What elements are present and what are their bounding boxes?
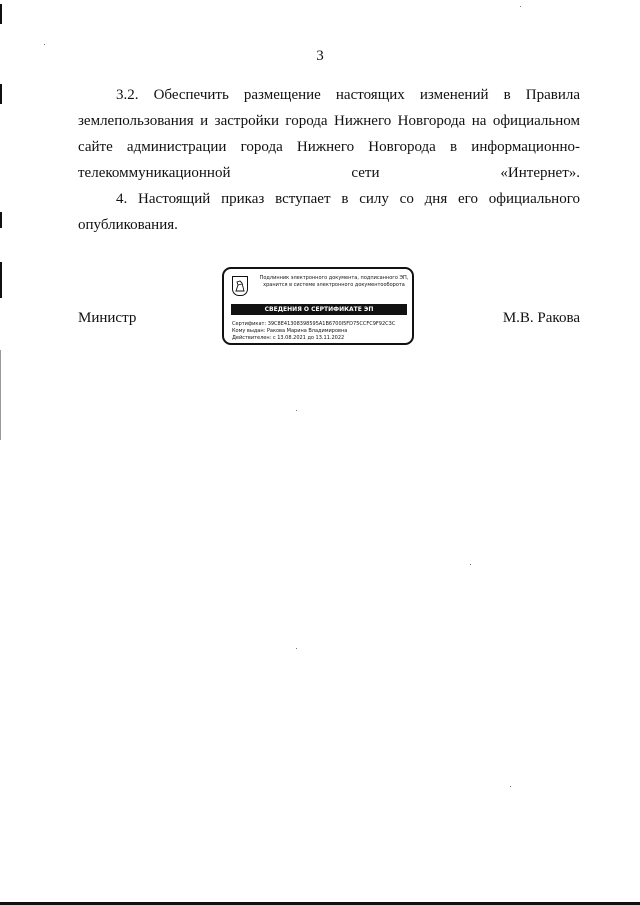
document-body bbox=[78, 82, 580, 238]
scan-speck bbox=[520, 6, 521, 7]
paragraph-4: 4. Настоящий приказ вступает в силу со дня его официального опубликования. bbox=[78, 191, 580, 233]
scan-speck bbox=[296, 648, 297, 649]
certificate-id: Сертификат: 39C8E41308398595A1B6700I5FD75CCFC9F92C3C bbox=[232, 321, 396, 327]
signatory-position: Министр bbox=[78, 310, 137, 326]
stamp-note-line-2: хранится в системе электронного документооборота bbox=[263, 282, 405, 288]
scan-speck bbox=[510, 786, 511, 787]
scan-margin-mark bbox=[0, 212, 2, 228]
scan-margin-mark bbox=[0, 262, 2, 298]
certificate-title: СВЕДЕНИЯ О СЕРТИФИКАТЕ ЭП bbox=[231, 304, 407, 315]
electronic-signature-stamp bbox=[222, 267, 414, 345]
scan-margin-mark bbox=[0, 4, 2, 24]
signatory-name: М.В. Ракова bbox=[502, 310, 580, 326]
scan-speck bbox=[296, 410, 297, 411]
stamp-note bbox=[254, 275, 414, 289]
scan-margin-mark bbox=[0, 350, 1, 440]
scan-speck bbox=[470, 564, 471, 565]
paragraph-3-2: 3.2. Обеспечить размещение настоящих изменений в Правила землепользования и застройки города Нижнего Новгорода на официальном сайте администрации города Нижнего Новгорода в информационно-телекоммуникационной сети «Интернет». bbox=[78, 87, 580, 181]
coat-of-arms-icon bbox=[232, 276, 248, 296]
page-number: 3 bbox=[316, 48, 324, 64]
stamp-note-line-1: Подлинник электронного документа, подписанного ЭП, bbox=[259, 275, 409, 281]
certificate-owner: Кому выдан: Ракова Марина Владимировна bbox=[232, 328, 348, 334]
scan-speck bbox=[44, 44, 45, 45]
certificate-validity: Действителен: с 13.08.2021 до 13.11.2022 bbox=[232, 335, 345, 341]
scan-margin-mark bbox=[0, 84, 2, 104]
